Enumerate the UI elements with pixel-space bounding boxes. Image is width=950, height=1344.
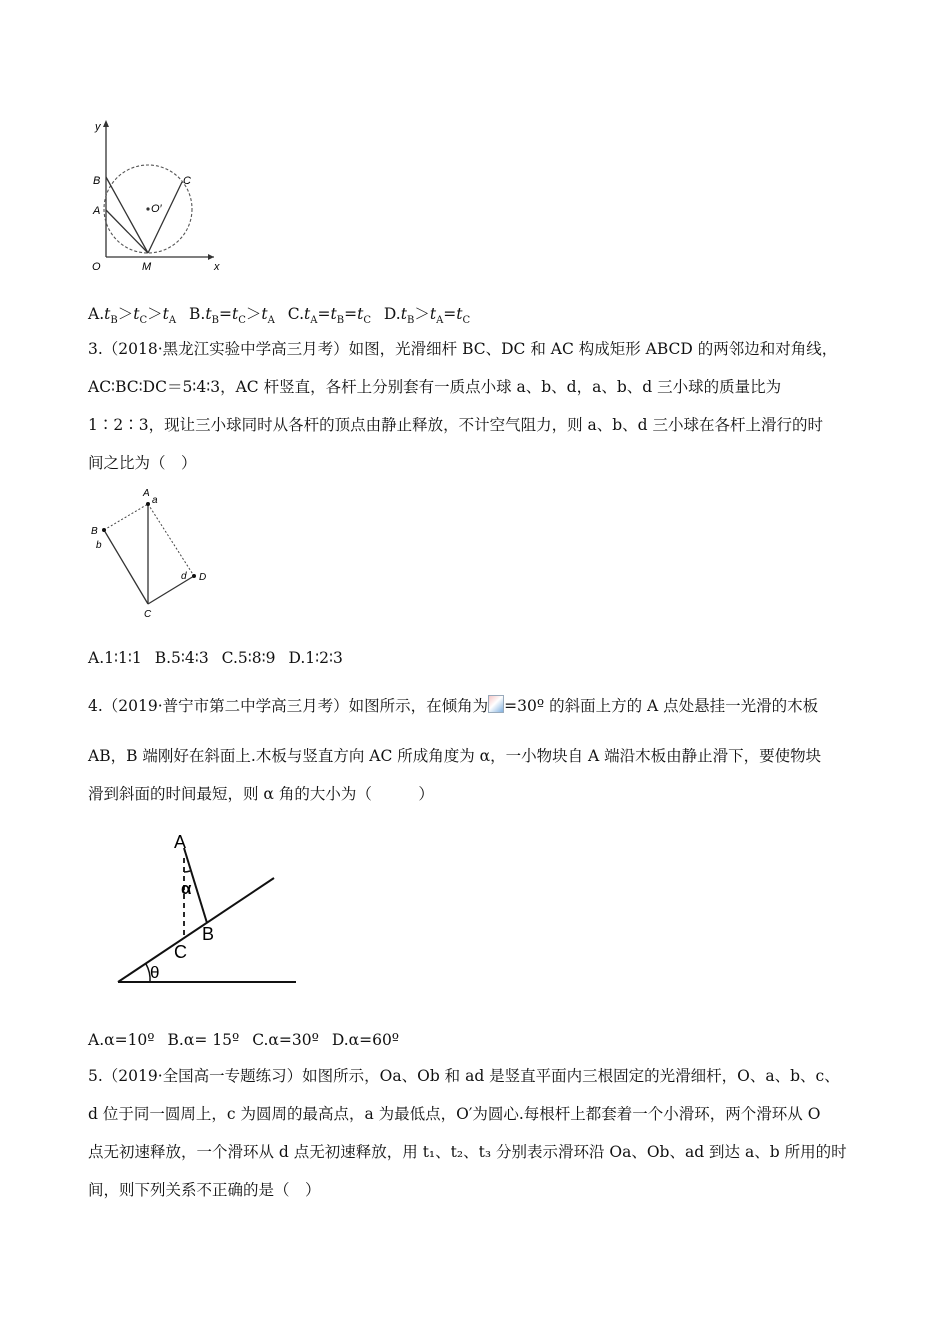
label-M: M: [142, 261, 152, 272]
q5-line-3: 点无初速释放，一个滑环从 d 点无初速释放，用 t₁、t₂、t₃ 分别表示滑环沿 Oa、Ob、ad 到达 a、b 所用的时: [88, 1143, 847, 1161]
q4-line-1b: =30º 的斜面上方的 A 点处悬挂一光滑的木板: [504, 697, 819, 715]
q4-option-a[interactable]: A.α=10º: [88, 1031, 155, 1049]
q3-line-3: 1∶2∶3，现让三小球同时从各杆的顶点由静止释放，不计空气阻力，则 a、b、d 三小球在各杆上滑行的时: [88, 416, 824, 434]
label-C: C: [183, 175, 191, 187]
q4-line-2: AB，B 端刚好在斜面上.木板与竖直方向 AC 所成角度为 α，一小物块自 A 端沿木板由静止滑下，要使物块: [88, 747, 822, 765]
rod-AM: [106, 210, 148, 253]
label-B: B: [202, 924, 215, 944]
q5-line-4: 间，则下列关系不正确的是（ ）: [88, 1181, 321, 1199]
rod-BM: [106, 177, 148, 253]
q2-options: [88, 304, 478, 331]
ball-a: [146, 502, 150, 506]
label-O: O: [92, 261, 101, 272]
label-D: D: [199, 572, 207, 583]
q4-option-b[interactable]: B.α= 15º: [167, 1031, 240, 1049]
q5-line-2: d 位于同一圆周上，c 为圆周的最高点，a 为最低点，O′为圆心.每根杆上都套着一个小滑环，两个滑环从 O: [88, 1105, 821, 1123]
ball-d: [192, 574, 196, 578]
q3-option-b[interactable]: B.5∶4∶3: [154, 649, 209, 667]
label-Oprime: O′: [151, 203, 162, 215]
incline-line: [118, 878, 274, 982]
q2-figure: [86, 112, 236, 272]
rod-DC: [148, 576, 194, 604]
label-B: B: [91, 526, 98, 537]
label-C: C: [174, 942, 187, 962]
ball-b: [102, 528, 106, 532]
q3-option-a[interactable]: A.1∶1∶1: [88, 649, 142, 667]
q4-figure: [110, 826, 310, 991]
label-B: B: [93, 175, 101, 187]
q5-line-1: 5.（2019·全国高一专题练习）如图所示，Oa、Ob 和 ad 是竖直平面内三根固定的光滑细杆，O、a、b、c、: [88, 1067, 840, 1085]
label-theta: θ: [150, 963, 160, 982]
dotted-BA: [104, 504, 148, 530]
q3-line-1: 3.（2018·黑龙江实验中学高三月考）如图，光滑细杆 BC、DC 和 AC 构成矩形 ABCD 的两邻边和对角线，: [88, 340, 838, 358]
label-A: A: [143, 488, 150, 499]
label-y: y: [95, 121, 101, 133]
dotted-AD: [148, 504, 194, 576]
center-point: [146, 207, 149, 210]
x-axis-arrow: [208, 254, 214, 260]
label-a: a: [152, 495, 158, 506]
label-d: d: [181, 571, 187, 582]
q4-option-c[interactable]: C.α=30º: [252, 1031, 319, 1049]
label-A: A: [174, 832, 187, 852]
label-A: A: [93, 205, 101, 217]
q3-line-2: AC∶BC∶DC＝5∶4∶3，AC 杆竖直，各杆上分别套有一质点小球 a、b、d，a、b、d 三小球的质量比为: [88, 378, 782, 396]
q4-options: [88, 1030, 407, 1050]
q4-line-3: 滑到斜面的时间最短，则 α 角的大小为（ ）: [88, 785, 434, 803]
q3-figure: [86, 482, 216, 632]
q4-option-d[interactable]: D.α=60º: [331, 1031, 400, 1049]
q2-option-d[interactable]: $D.t_B>t_A=t_C$: [383, 305, 471, 327]
q3-line-4: 间之比为（ ）: [88, 454, 197, 472]
q2-option-a[interactable]: $A.t_B>t_C>t_A$: [88, 305, 177, 327]
q3-option-d[interactable]: D.1∶2∶3: [288, 649, 343, 667]
rod-BC: [104, 530, 148, 604]
label-x: x: [214, 261, 220, 272]
q4-line-1: [88, 695, 818, 716]
q3-option-c[interactable]: C.5∶8∶9: [221, 649, 276, 667]
q3-options: [88, 648, 351, 668]
theta-image-icon: [488, 695, 504, 713]
y-axis-arrow: [103, 120, 109, 127]
label-C: C: [144, 609, 152, 620]
q2-option-c[interactable]: $C.t_A=t_B=t_C$: [287, 305, 371, 327]
label-b: b: [96, 540, 102, 551]
q4-line-1a: 4.（2019·普宁市第二中学高三月考）如图所示，在倾角为: [88, 697, 489, 715]
label-alpha: α: [181, 879, 192, 898]
q2-option-b[interactable]: $B.t_B=t_C>t_A$: [189, 305, 275, 327]
